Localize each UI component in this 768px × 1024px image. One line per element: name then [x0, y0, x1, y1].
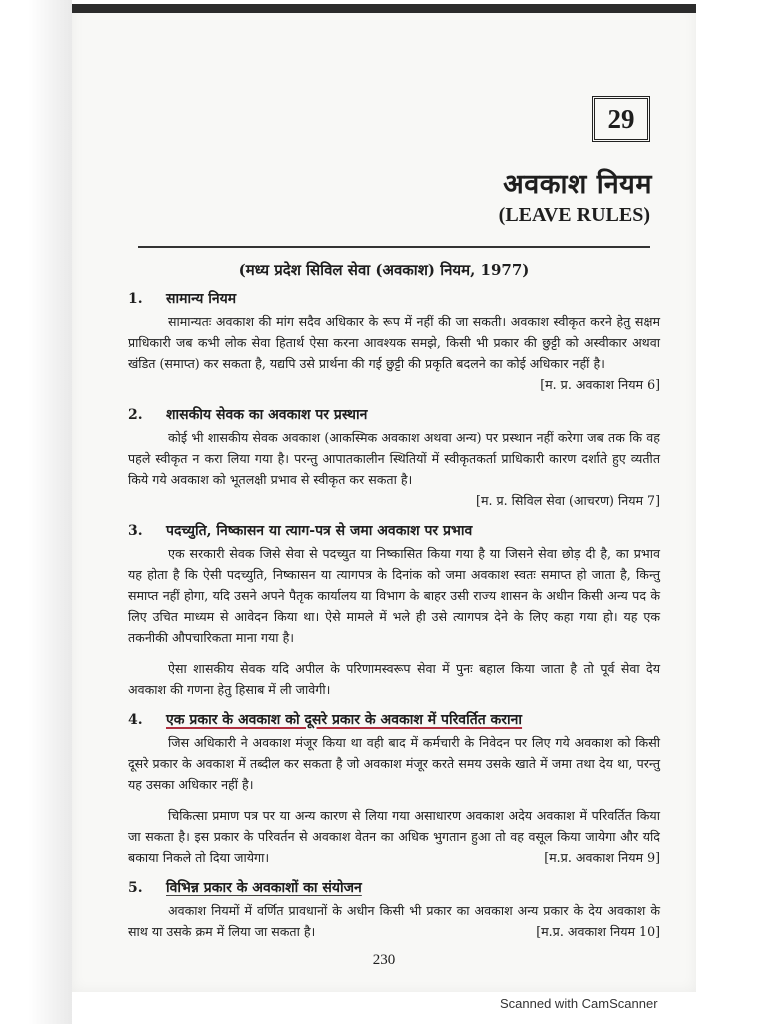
section-paragraph: ऐसा शासकीय सेवक यदि अपील के परिणामस्वरूप सेवा में पुनः बहाल किया जाता है तो पूर्व सेवा देय अवकाश की गणना हेतु हिसाब में ली जावेगी। — [128, 661, 660, 697]
section-title: विभिन्न प्रकार के अवकाशों का संयोजन — [166, 880, 362, 896]
paragraph-text: अवकाश नियमों में वर्णित प्रावधानों के अधीन किसी भी प्रकार का अवकाश अन्य प्रकार के देय अवकाश के साथ या उसके क्रम में लिया जा सकता है। — [128, 903, 660, 939]
section-paragraph: जिस अधिकारी ने अवकाश मंजूर किया था वही बाद में कर्मचारी के निवेदन पर लिए गये अवकाश को किसी दूसरे प्रकार के अवकाश में तब्दील कर सकता है जो अवकाश मंजूर करते समय उसके खाते में जमा तथा देय था, परन्तु यह उसका अधिकार नहीं है। — [128, 735, 660, 792]
section-heading — [128, 288, 660, 310]
page-top-edge — [72, 4, 696, 13]
section-title: शासकीय सेवक का अवकाश पर प्रस्थान — [166, 407, 368, 423]
chapter-number-box — [592, 96, 650, 142]
chapter-title-hindi: अवकाश नियम — [503, 169, 652, 200]
act-subtitle: (मध्य प्रदेश सिविल सेवा (अवकाश) नियम, 1977) — [238, 261, 530, 279]
document-body — [128, 288, 660, 942]
rule-reference: [म. प्र. सिविल सेवा (आचरण) नियम 7] — [476, 493, 660, 508]
section-title: पदच्युति, निष्कासन या त्याग-पत्र से जमा अवकाश पर प्रभाव — [166, 523, 473, 539]
rule-reference: [म.प्र. अवकाश नियम 9] — [544, 850, 660, 865]
rule-reference: [म. प्र. अवकाश नियम 6] — [540, 377, 660, 392]
section-number: 2. — [128, 407, 143, 423]
section-paragraph: कोई भी शासकीय सेवक अवकाश (आकस्मिक अवकाश अथवा अन्य) पर प्रस्थान नहीं करेगा जब तक कि वह पहले स्वीकृत न करा लिया गया है। परन्तु आपातकालीन स्थितियों में स्वीकृतकर्ता प्राधिकारी कारण दर्शाते हुए व्यतीत किये गये अवकाश को भूतलक्षी प्रभाव से स्वीकृत कर सकता है। — [128, 430, 660, 487]
section-heading — [128, 404, 660, 426]
section-title: सामान्य नियम — [166, 291, 237, 307]
section-2 — [128, 404, 660, 511]
document-page — [72, 4, 696, 992]
rule-reference: [म.प्र. अवकाश नियम 10] — [536, 924, 660, 939]
section-title: एक प्रकार के अवकाश को दूसरे प्रकार के अवकाश में परिवर्तित कराना — [166, 712, 523, 728]
section-3 — [128, 520, 660, 700]
section-number: 5. — [128, 880, 143, 896]
chapter-number: 29 — [607, 103, 635, 134]
section-heading — [128, 520, 660, 542]
section-paragraph — [128, 900, 660, 942]
title-rule — [138, 246, 650, 248]
scan-background — [0, 0, 72, 1024]
section-heading — [128, 877, 660, 899]
paragraph-text: चिकित्सा प्रमाण पत्र पर या अन्य कारण से लिया गया असाधारण अवकाश अदेय अवकाश में परिवर्तित किया जा सकता है। इस प्रकार के परिवर्तन से अवकाश वेतन का अधिक भुगतान हुआ तो वह वसूल किया जायेगा और यदि बकाया निकले तो दिया जायेगा। — [128, 808, 660, 865]
scanner-watermark: Scanned with CamScanner — [500, 996, 658, 1011]
section-paragraph: सामान्यतः अवकाश की मांग सदैव अधिकार के रूप में नहीं की जा सकती। अवकाश स्वीकृत करने हेतु सक्षम प्राधिकारी जब कभी लोक सेवा हितार्थ ऐसा करना आवश्यक समझे, किसी भी प्रकार की छुट्टी को अस्वीकार अथवा खंडित (समाप्त) कर सकता है, यद्यपि उसे प्रार्थना की गई छुट्टी की प्रकृति बदलने का कोई अधिकार नहीं है। — [128, 314, 660, 371]
section-number: 3. — [128, 523, 143, 539]
section-heading — [128, 709, 660, 731]
section-number: 1. — [128, 291, 143, 307]
section-paragraph: एक सरकारी सेवक जिसे सेवा से पदच्युत या निष्कासित किया गया है या जिसने सेवा छोड़ दी है, का प्रभाव यह होता है कि ऐसी पदच्युति, निष्कासन या त्यागपत्र के दिनांक को जमा अवकाश स्वतः समाप्त हो जाता है, किन्तु समाप्त नहीं होगा, यदि उसने अपने पैतृक कार्यालय या विभाग के बाहर उसी राज्य शासन के अधीन किसी अन्य पद के लिए उचित माध्यम से आवेदन किया था। ऐसे मामले में भले ही उसे त्यागपत्र देने के लिए कहा गया हो। यह एक तकनीकी औपचारिकता माना गया है। — [128, 546, 660, 645]
page-number: 230 — [372, 952, 396, 968]
section-number: 4. — [128, 712, 143, 728]
chapter-title-english: (LEAVE RULES) — [498, 204, 650, 226]
section-paragraph — [128, 805, 660, 868]
section-1 — [128, 288, 660, 395]
section-5 — [128, 877, 660, 942]
section-4 — [128, 709, 660, 868]
